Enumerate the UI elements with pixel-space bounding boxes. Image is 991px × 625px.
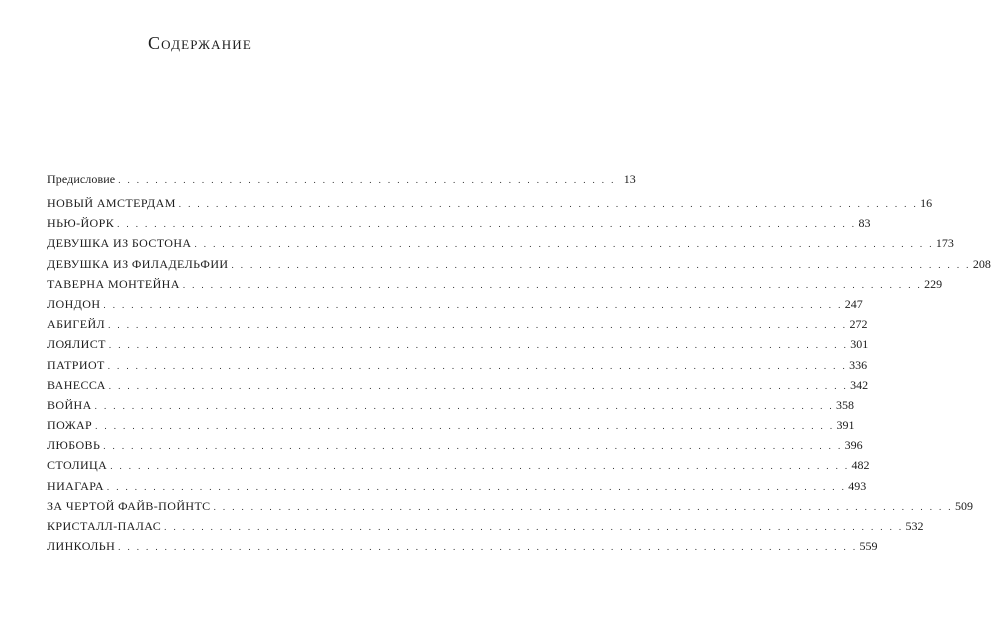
toc-entry-label: НИАГАРА — [47, 478, 104, 493]
toc-entry[interactable] — [47, 256, 991, 277]
dot-leader: . . . . . . . . . . . . . . . . . . . . . . . . . . . . . . . . . . . . . . . . . . . . . . . . . . . . . . . . . . . . . . . . . . . . . . . . . . . . . . . . — [117, 219, 857, 230]
toc-entry[interactable] — [47, 317, 868, 337]
toc-entry[interactable] — [47, 377, 869, 398]
dot-leader: . . . . . . . . . . . . . . . . . . . . . . . . . . . . . . . . . . . . . . . . . . . . . . . . . . . . . . . . . . . . . . . . . . . . . . . . . . . . . . . . — [103, 441, 843, 452]
toc-entry-label: ЛОЯЛИСТ — [47, 337, 106, 352]
toc-entry-page-number: 208 — [972, 256, 991, 271]
toc-entry-page-number: 16 — [920, 196, 933, 210]
dot-leader: . . . . . . . . . . . . . . . . . . . . . . . . . . . . . . . . . . . . . . . . . . . . . . . . . . . . . . . . . . . . . . . . . . . . . . . . . . . . . . . . — [94, 400, 835, 411]
toc-entry-page-number: 482 — [851, 458, 870, 473]
dot-leader: . . . . . . . . . . . . . . . . . . . . . . . . . . . . . . . . . . . . . . . . . . . . . . . . . . . . . . . . . . . . . . . . . . . . . . . . . . . . . . . . — [108, 380, 849, 391]
toc-entry-page-number: 272 — [849, 317, 868, 332]
toc-entry[interactable] — [47, 296, 863, 317]
toc-entry[interactable] — [47, 418, 855, 438]
toc-entry-page-number: 559 — [859, 539, 878, 554]
dot-leader: . . . . . . . . . . . . . . . . . . . . . . . . . . . . . . . . . . . . . . . . . . . . . . . . . . . . . . . . . . . . . . . . . . . . . . . . . . . . . . . . — [106, 481, 847, 492]
toc-entry[interactable] — [47, 337, 869, 357]
dot-leader: . . . . . . . . . . . . . . . . . . . . . . . . . . . . . . . . . . . . . . . . . . . . . . . . . . . . . . . . . . . . . . . . . . . . . . . . . . . . . . . . — [182, 279, 923, 290]
dot-leader: . . . . . . . . . . . . . . . . . . . . . . . . . . . . . . . . . . . . . . . . . . . . . . . . . . . . . . . . . . . . . . . . . . . . . . . . . . . . . . . . — [178, 199, 919, 209]
toc-entry-label: ПАТРИОТ — [47, 357, 105, 372]
toc-entry[interactable] — [47, 357, 868, 378]
toc-entry-page-number: 358 — [836, 397, 855, 412]
toc-entry[interactable] — [47, 276, 943, 297]
toc-entry-label: ПОЖАР — [47, 418, 93, 433]
dot-leader: . . . . . . . . . . . . . . . . . . . . . . . . . . . . . . . . . . . . . . . . . . . . . . . . . . . . . . . . . . . . . . . . . . . . . . . . . . . . . . . . — [108, 340, 849, 351]
toc-entry-label: ДЕВУШКА ИЗ БОСТОНА — [47, 236, 192, 251]
toc-entry-label: ДЕВУШКА ИЗ ФИЛАДЕЛЬФИИ — [47, 256, 229, 271]
toc-entry-page-number: 83 — [858, 216, 871, 231]
dot-leader: . . . . . . . . . . . . . . . . . . . . . . . . . . . . . . . . . . . . . . . . . . . . . . . . . . . . . . . . . . . . . . . . . . . . . . . . . . . . . . . . — [164, 522, 904, 532]
toc-entry[interactable] — [47, 478, 867, 499]
toc-entry[interactable] — [47, 498, 973, 519]
toc-entry-label: Предисловие — [47, 172, 116, 186]
toc-entry-page-number: 13 — [623, 172, 636, 186]
toc-entry-label: ТАВЕРНА МОНТЕЙНА — [47, 276, 180, 291]
toc-entry[interactable] — [47, 519, 924, 539]
toc-entry[interactable] — [47, 539, 878, 559]
toc-entry-label: СТОЛИЦА — [47, 458, 108, 473]
toc-entry-page-number: 391 — [836, 418, 855, 433]
toc-entry-label: АБИГЕЙЛ — [47, 317, 106, 332]
toc-entry[interactable] — [47, 196, 933, 216]
toc-entry-page-number: 509 — [954, 498, 973, 513]
toc-entry-label: НОВЫЙ АМСТЕРДАМ — [47, 196, 176, 210]
toc-chapter-list — [47, 196, 991, 559]
dot-leader: . . . . . . . . . . . . . . . . . . . . . . . . . . . . . . . . . . . . . . . . . . . . . . . . . . . . . . . . . . . . . . . . . . . . . . . . . . . . . . . . — [110, 461, 850, 472]
toc-entry-page-number: 532 — [905, 519, 924, 533]
dot-leader: . . . . . . . . . . . . . . . . . . . . . . . . . . . . . . . . . . . . . . . . . . . . . . . . . . . . . . — [118, 175, 616, 185]
toc-entry-label: КРИСТАЛЛ-ПАЛАС — [47, 519, 162, 533]
toc-entry-page-number: 342 — [850, 377, 869, 392]
toc-entry-page-number: 247 — [844, 296, 863, 311]
toc-entry-page-number: 493 — [848, 478, 867, 493]
toc-entry-page-number: 396 — [844, 438, 863, 453]
toc-entry-label: ЛОНДОН — [47, 296, 101, 311]
dot-leader: . . . . . . . . . . . . . . . . . . . . . . . . . . . . . . . . . . . . . . . . . . . . . . . . . . . . . . . . . . . . . . . . . . . . . . . . . . . . . . . . — [103, 299, 843, 310]
dot-leader: . . . . . . . . . . . . . . . . . . . . . . . . . . . . . . . . . . . . . . . . . . . . . . . . . . . . . . . . . . . . . . . . . . . . . . . . . . . . . . . . — [95, 421, 835, 432]
toc-entry-page-number: 173 — [935, 236, 954, 251]
toc-preface — [47, 172, 636, 192]
dot-leader: . . . . . . . . . . . . . . . . . . . . . . . . . . . . . . . . . . . . . . . . . . . . . . . . . . . . . . . . . . . . . . . . . . . . . . . . . . . . . . . . — [231, 259, 971, 270]
dot-leader: . . . . . . . . . . . . . . . . . . . . . . . . . . . . . . . . . . . . . . . . . . . . . . . . . . . . . . . . . . . . . . . . . . . . . . . . . . . . . . . . — [213, 501, 953, 512]
toc-entry-label: ЗА ЧЕРТОЙ ФАЙВ-ПОЙНТС — [47, 498, 211, 513]
dot-leader: . . . . . . . . . . . . . . . . . . . . . . . . . . . . . . . . . . . . . . . . . . . . . . . . . . . . . . . . . . . . . . . . . . . . . . . . . . . . . . . . — [108, 320, 848, 331]
toc-entry-label: НЬЮ-ЙОРК — [47, 216, 115, 231]
toc-entry[interactable] — [47, 438, 863, 458]
toc-entry-page-number: 229 — [924, 276, 943, 291]
toc-entry[interactable] — [47, 236, 954, 256]
toc-entry[interactable] — [47, 458, 870, 478]
toc-entry-preface[interactable] — [47, 172, 636, 192]
toc-entry-label: ВАНЕССА — [47, 377, 106, 392]
dot-leader: . . . . . . . . . . . . . . . . . . . . . . . . . . . . . . . . . . . . . . . . . . . . . . . . . . . . . . . . . . . . . . . . . . . . . . . . . . . . . . . . — [118, 542, 858, 553]
toc-entry-label: ЛИНКОЛЬН — [47, 539, 116, 554]
toc-entry-page-number: 336 — [849, 357, 868, 372]
dot-leader: . . . . . . . . . . . . . . . . . . . . . . . . . . . . . . . . . . . . . . . . . . . . . . . . . . . . . . . . . . . . . . . . . . . . . . . . . . . . . . . . — [194, 239, 934, 250]
toc-entry-label: ВОЙНА — [47, 397, 92, 412]
toc-entry-page-number: 301 — [850, 337, 869, 352]
toc-entry-label: ЛЮБОВЬ — [47, 438, 101, 453]
toc-entry[interactable] — [47, 216, 871, 236]
dot-leader: . . . . . . . . . . . . . . . . . . . . . . . . . . . . . . . . . . . . . . . . . . . . . . . . . . . . . . . . . . . . . . . . . . . . . . . . . . . . . . . . — [107, 360, 848, 371]
page-title: Содержание — [147, 33, 253, 53]
toc-entry[interactable] — [47, 397, 855, 418]
